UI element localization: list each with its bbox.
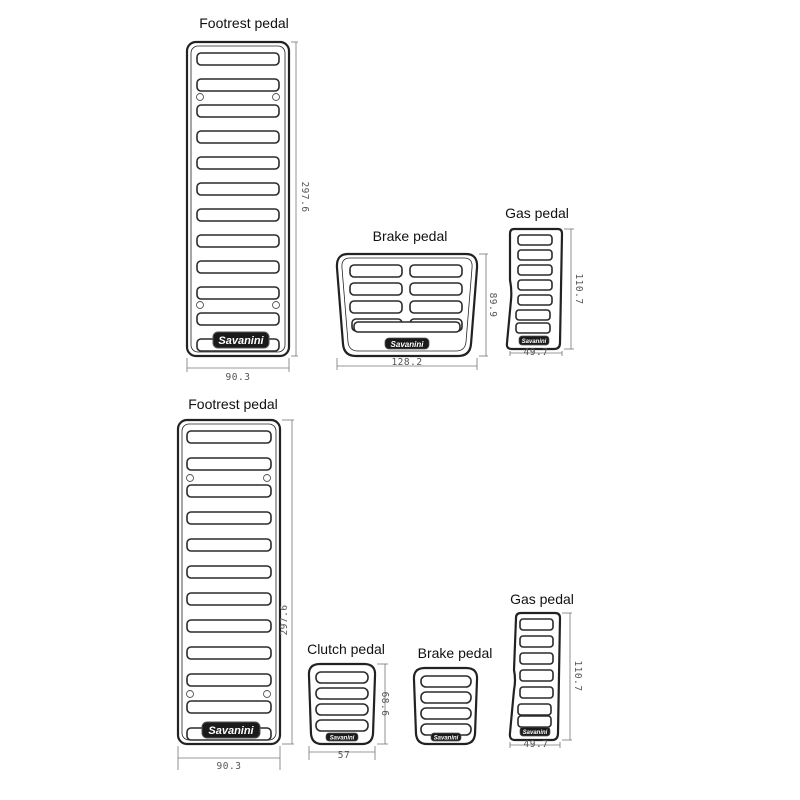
- footrest-pedal-inner-edge-1: [191, 46, 285, 352]
- gas-height-dimension-2: 110.7: [572, 660, 583, 692]
- screw-icon: [197, 94, 204, 101]
- svg-text:Savanini: Savanini: [329, 735, 355, 742]
- pedal-slot: [197, 261, 279, 273]
- pedal-slot: [518, 265, 552, 275]
- clutch-width-dimension: 57: [337, 750, 351, 761]
- clutch-height-dimension: 68.6: [379, 691, 390, 717]
- footrest-pedal-title-1: Footrest pedal: [199, 15, 289, 31]
- gas-pedal-drawing-2: [510, 591, 583, 750]
- pedal-slot: [421, 708, 471, 719]
- pedal-slot: [520, 653, 553, 664]
- brake-pedal-title-2: Brake pedal: [417, 645, 493, 661]
- savanini-logo-badge: [385, 338, 429, 349]
- pedal-slot: [187, 593, 271, 605]
- pedal-slot: [187, 566, 271, 578]
- pedal-slot: [197, 131, 279, 143]
- savanini-logo-badge: [431, 733, 461, 742]
- pedal-slot: [187, 701, 271, 713]
- pedal-slot: [410, 265, 462, 277]
- brake-width-dimension-1: 128.2: [391, 357, 423, 368]
- savanini-logo-badge: [202, 722, 260, 738]
- pedal-slot: [197, 287, 279, 299]
- pedal-slot: [316, 704, 368, 715]
- footrest-width-dimension-2: 90.3: [216, 761, 242, 772]
- pedal-slot: [197, 157, 279, 169]
- pedal-slot: [316, 688, 368, 699]
- pedal-slot: [520, 687, 553, 698]
- pedal-slot: [197, 313, 279, 325]
- pedal-slot: [197, 209, 279, 221]
- pedal-slot: [316, 720, 368, 731]
- savanini-logo-badge: [519, 336, 549, 345]
- footrest-height-dimension-2: 297.6: [279, 604, 290, 636]
- brake-pedal-drawing-1: [337, 228, 498, 370]
- clutch-pedal-drawing: [307, 641, 390, 761]
- pedal-slot: [518, 704, 551, 715]
- screw-icon: [197, 302, 204, 309]
- pedal-slot: [518, 280, 552, 290]
- pedal-slot: [187, 674, 271, 686]
- gas-width-dimension-1: 49.7: [523, 347, 549, 358]
- pedal-slot: [187, 647, 271, 659]
- brake-pedal-title-1: Brake pedal: [372, 228, 448, 244]
- pedal-slot: [354, 322, 460, 332]
- brake-height-dimension-1: 89.9: [487, 292, 498, 318]
- footrest-pedal-drawing-2: [178, 396, 294, 772]
- pedal-slot: [187, 539, 271, 551]
- pedal-slot: [187, 620, 271, 632]
- pedal-slot: [520, 619, 553, 630]
- pedal-slot: [197, 105, 279, 117]
- svg-text:Savanini: Savanini: [521, 339, 547, 345]
- gas-pedal-drawing-1: [505, 205, 584, 358]
- svg-text:Savanini: Savanini: [522, 730, 548, 736]
- pedal-slot: [421, 676, 471, 687]
- pedal-slot: [518, 295, 552, 305]
- savanini-logo-badge: [520, 727, 550, 736]
- pedal-slot: [516, 310, 550, 320]
- gas-pedal-title-1: Gas pedal: [505, 205, 569, 221]
- pedal-slot: [316, 672, 368, 683]
- savanini-logo-badge: [326, 733, 358, 742]
- screw-icon: [187, 691, 194, 698]
- screw-icon: [264, 475, 271, 482]
- screw-icon: [273, 302, 280, 309]
- pedal-slot: [520, 670, 553, 681]
- pedal-slot: [516, 323, 550, 333]
- footrest-pedal-drawing-1: [187, 15, 310, 383]
- gas-pedal-slots-2: [518, 619, 553, 727]
- screw-icon: [187, 475, 194, 482]
- footrest-width-dimension-1: 90.3: [225, 372, 251, 383]
- pedal-slot: [197, 79, 279, 91]
- pedal-slot: [410, 301, 462, 313]
- screw-icon: [273, 94, 280, 101]
- pedal-slot: [350, 265, 402, 277]
- pedal-slot: [520, 636, 553, 647]
- gas-height-dimension-1: 110.7: [573, 273, 584, 305]
- footrest-height-dimension-1: 297.6: [299, 181, 310, 213]
- svg-text:Savanini: Savanini: [208, 725, 254, 737]
- svg-text:Savanini: Savanini: [218, 335, 264, 347]
- pedal-slot: [350, 283, 402, 295]
- pedal-slot: [187, 485, 271, 497]
- svg-text:Savanini: Savanini: [390, 340, 424, 349]
- footrest-pedal-inner-edge-2: [182, 424, 276, 740]
- pedal-slot: [350, 301, 402, 313]
- clutch-pedal-title: Clutch pedal: [307, 641, 385, 657]
- pedal-slot: [187, 458, 271, 470]
- gas-pedal-title-2: Gas pedal: [510, 591, 574, 607]
- savanini-logo-badge: [213, 332, 269, 348]
- pedal-slot: [518, 235, 552, 245]
- pedal-slot: [197, 53, 279, 65]
- pedal-slot: [197, 235, 279, 247]
- svg-text:Savanini: Savanini: [433, 735, 459, 742]
- pedal-slot: [421, 692, 471, 703]
- footrest-pedal-title-2: Footrest pedal: [188, 396, 278, 412]
- screw-icon: [264, 691, 271, 698]
- pedal-slot: [187, 512, 271, 524]
- pedal-slot: [410, 283, 462, 295]
- pedal-slot: [518, 250, 552, 260]
- brake-pedal-drawing-2: [414, 645, 492, 744]
- gas-width-dimension-2: 49.7: [523, 739, 549, 750]
- pedal-slot: [197, 183, 279, 195]
- pedal-slot: [187, 431, 271, 443]
- gas-pedal-slots-1: [516, 235, 552, 333]
- pedal-slot: [518, 716, 551, 727]
